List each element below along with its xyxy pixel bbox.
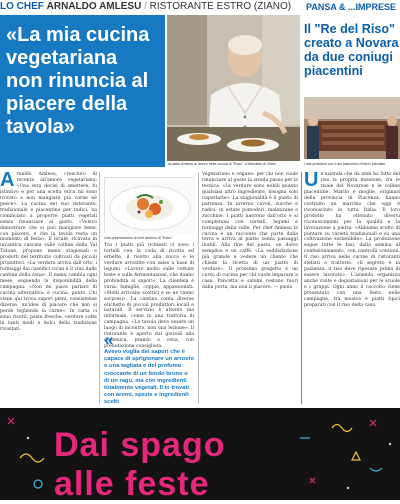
- article-column-3: [202, 172, 298, 404]
- chef-photo-caption: Arnaldo Amlesu al lavoro nella cucina di "Estro" a Mandello di Ziano: [168, 162, 276, 166]
- producers-photo-illustration: [304, 97, 400, 159]
- side-dropcap: U: [304, 169, 319, 191]
- column-3-text: Vegetariano e vegano: per chi non vuole rinunciare al gusto la strada passa per la tecnica. «Le verdure sono nobili quanto qualsiasi altro ingrediente, bisogna solo rispettarle». La stagionalità è il punto di partenza. In inverno cavoli, zucche e radici; in estate pomodori, melanzane e zucchine. I piatti nascono dall'orto e si completano con cereali, legumi e formaggi della valle. Per chef Amlesu la cucina è un racconto che parte dalla terra e arriva al piatto senza passaggi inutili. Alla fine del pasto, un dolce semplice e un caffè. «La soddisfazione più grande è vedere un cliente che chiede la ricetta di un piatto di verdure». Il prossimo progetto è un corso di cucina per chi vuole imparare a casa. Pancetta e salumi restano fuori dalla porta, ma non il piacere. — paolo: [202, 172, 298, 291]
- chef-photo-illustration: [167, 15, 300, 161]
- section-divider: [301, 172, 302, 404]
- pull-quote: [104, 330, 194, 407]
- section-header: [0, 0, 300, 14]
- author-name: ARNALDO AMLESU: [46, 1, 142, 12]
- chef-photo: [167, 15, 300, 161]
- section-kicker: LO CHEF: [0, 1, 44, 12]
- dish-photo: [104, 177, 194, 233]
- article-column-2: [104, 243, 194, 350]
- dish-photo-illustration: [105, 178, 195, 234]
- side-article-headline: Il "Re del Riso" creato a Novara da due coniugi piacentini: [304, 22, 399, 78]
- feature-banner: [0, 408, 400, 503]
- pull-quote-text: Avevo voglia dei sapori che è capace di sprigionare un arrosto o una tagliata e del profumo croccante di un fondo bruno o di un ragù, ma con ingredienti totalmente vegetali. Il lo trovati con aromi, spezie e ingredienti scelti: [104, 349, 194, 406]
- side-article-column: [304, 169, 400, 404]
- producers-photo-caption: I due produttori con il riso piacentino «Estro» premiato: [304, 162, 386, 166]
- side-section-header: PANSA & ...IMPRESE: [306, 2, 397, 12]
- column-2-text: Tra i piatti più richiesti ci sono i tortelli con la coda di ricotta ed erbette, il risotto alla zucca e le verdure arrostite con salse a base di legumi. «Lavoro molto sulle cotture lente e sulle fermentazioni, che danno profondità ai sapori». La clientela è varia: famiglie, coppie, appassionati. «Molti arrivano scettici e se ne vanno sorpresi». La cantina conta diverse etichette di piccoli produttori locali e naturali. Il servizio è attento ma informale, come in una trattoria di campagna. «La tavola deve essere un luogo di incontro, non una lezione». Il ristorante è aperto dal giovedì alla domenica, pranzo e cena, con prenotazione consigliata.: [104, 243, 194, 350]
- quote-mark-icon: «: [104, 330, 114, 349]
- banner-title: [54, 426, 344, 504]
- banner-title-line-2: alle feste: [54, 465, 210, 503]
- column-divider: [198, 172, 199, 404]
- column-divider: [99, 172, 100, 404]
- article-column-1: [0, 169, 97, 404]
- main-headline: «La mia cucina vegetariana non rinuncia al piacere della tavola»: [0, 15, 165, 167]
- dropcap: A: [0, 169, 15, 191]
- banner-title-line-1: Dai spago: [54, 426, 226, 464]
- producers-photo: [304, 97, 400, 159]
- column-1-text: rnaldo Amlesu, cresciuto di recente all'amore vegetariano: «Una sera decisi di smettere, fu istintivo e per una scelta etica mi sono trovato a non mangiare più carne né pesce». La cucina del suo ristorante, tradizionale e piacentina per radici, ha cominciato a proporre piatti vegetali senza rinunciare al gusto. «Volevo dimostrare che si può mangiare bene, con piacere, e che la tavola resta un momento di festa». Il locale, ricavato in un'antica cascina sulle colline della Val Tidone, propone menu stagionali e prodotti del territorio coltivati da piccoli produttori. «La verdura arriva dall'orto, i formaggi dai caseifici vicini e il vino dalle cantine della zona». Il menu cambia ogni mese, seguendo la disponibilità della campagna. «Non mi piace parlare di cucina alternativa: è cucina, punto. Chi viene qui trova sapori pieni, consistenze diverse, un'idea di piacere che non si perde togliendo la carne». In carta ci sono risotti, paste fresche, verdure cotte in tanti modi e dolci della tradizione rivisitati.: [0, 172, 97, 332]
- dish-photo-caption: Una preparazione di chef Amlesu di "Estro": [104, 236, 173, 240]
- side-column-text: n'azienda che da anni ha fatto del riso la propria missione, tra le risaie del Novarese e le colline piacentine. Marito e moglie, originari della provincia di Piacenza, hanno costruito un marchio che oggi è riconosciuto in tutta Italia. Il loro prodotto ha ottenuto diversi riconoscimenti per la qualità e la lavorazione a pietra. «Abbiamo scelto di puntare su varietà tradizionali e su una coltivazione sostenibile». La produzione segue tutte le fasi, dalla semina al confezionamento, con controlli continui. Il riso arriva nelle cucine di ristoranti stellati e trattorie. «Il segreto è la pazienza: il riso deve riposare prima di essere lavorato». L'azienda organizza anche visite e degustazioni per le scuole e i gruppi. Ogni anno il raccolto viene presentato con una festa nelle campagne, tra musica e piatti tipici preparati con il riso della casa.: [304, 172, 400, 308]
- header-separator: /: [144, 1, 147, 12]
- restaurant-name: RISTORANTE ESTRO (ZIANO): [149, 1, 292, 12]
